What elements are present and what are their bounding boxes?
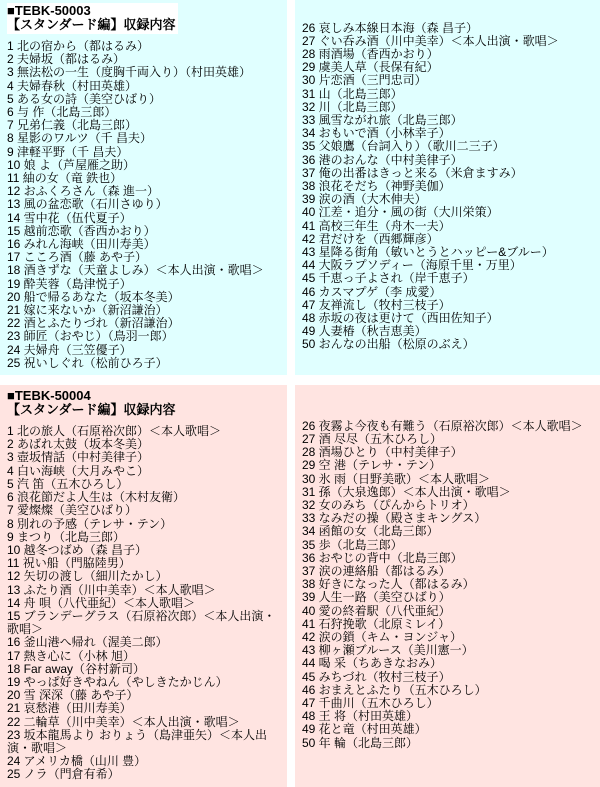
track-item: 15 ブランデーグラス（石原裕次郎）＜本人出演・歌唱＞: [7, 608, 276, 637]
catalog-number: ■TEBK-50004: [7, 388, 91, 404]
track-item: 21 嫁に来ないか（新沼謙治）: [7, 303, 168, 318]
track-item: 19 やっぱ好きやねん（やしきたかじん）: [7, 674, 228, 689]
track-item: 33 なみだの操（殿さまキングス）: [302, 511, 487, 526]
track-item: 46 おまえとふたり（五木ひろし）: [302, 682, 487, 697]
track-item: 37 涙の連絡船（都はるみ）: [302, 564, 451, 579]
track-item: 29 空 港（テレサ・テン）: [302, 458, 442, 473]
tebk-50004-right-column: [295, 385, 600, 786]
catalog-number: ■TEBK-50003: [7, 3, 91, 18]
track-item: 25 ノラ（門倉有希）: [7, 767, 120, 782]
track-item: 31 孫（大泉逸郎）＜本人出演・歌唱＞: [302, 484, 511, 499]
track-item: 8 別れの予感（テレサ・テン）: [7, 516, 173, 531]
track-item: 18 Far away（谷村新司）: [7, 661, 146, 676]
track-item: 47 千曲川（五木ひろし）: [302, 696, 439, 711]
section-title: 【スタンダード編】収録内容: [7, 17, 176, 32]
section-tebk-50004: [0, 385, 600, 786]
track-item: 21 哀愁港（田川寿美）: [7, 701, 132, 716]
track-item: 41 高校三年生（舟木一夫）: [302, 218, 451, 233]
track-item: 23 師匠（おやじ）（鳥羽一郎）: [7, 329, 174, 344]
tebk-50004-tracks-1-25: [7, 425, 285, 781]
track-item: 40 愛の終着駅（八代亜紀）: [302, 603, 451, 618]
track-item: 17 熱き心に（小林 旭）: [7, 648, 136, 663]
track-item: 48 王 将（村田英雄）: [302, 709, 419, 724]
track-item: 35 父娘鷹（台詞入り）（歌川二三子）: [302, 139, 505, 154]
track-item: 20 雪 深深（藤 あや子）: [7, 688, 139, 703]
track-item: 14 舟 唄（八代亜紀）＜本人歌唱＞: [7, 595, 196, 610]
track-item: 36 おやじの背中（北島三郎）: [302, 550, 463, 565]
track-item: 30 片恋酒（三門忠司）: [302, 73, 427, 88]
track-item: 42 涙の鎖（キム・ヨンジャ）: [302, 630, 463, 645]
tebk-50003-right-column: [295, 0, 600, 375]
track-item: 11 祝い船（門脇陸男）: [7, 556, 131, 571]
track-item: 39 涙の酒（大木伸夫）: [302, 192, 427, 207]
track-item: 29 虞美人草（長保有紀）: [302, 60, 439, 75]
track-item: 10 娘 よ（芦屋雁之助）: [7, 157, 136, 172]
track-item: 28 雨酒場（香西かおり）: [302, 46, 439, 61]
track-item: 27 ぐい呑み酒（川中美幸）＜本人出演・歌唱＞: [302, 33, 559, 48]
track-item: 1 北の宿から（都はるみ）: [7, 39, 150, 53]
track-item: 24 アメリカ橋（山川 豊）: [7, 754, 147, 769]
track-item: 5 汽 笛（五木ひろし）: [7, 476, 129, 491]
track-item: 30 氷 雨（日野美歌）＜本人歌唱＞: [302, 471, 491, 486]
track-item: 20 船で帰るあなた（坂本冬美）: [7, 289, 180, 304]
tebk-50003-header: [7, 3, 285, 34]
track-item: 49 人妻椿（秋吉恵美）: [302, 324, 427, 339]
track-item: 28 酒場ひとり（中村美律子）: [302, 445, 463, 460]
tebk-50004-tracks-26-50: [302, 420, 598, 750]
track-item: 12 矢切の渡し（細川たかし）: [7, 569, 168, 584]
track-item: 32 川（北島三郎）: [302, 99, 403, 114]
tebk-50004-header: [7, 388, 285, 419]
column-gutter: [287, 0, 295, 375]
track-item: 32 女のみち（ぴんからトリオ）: [302, 498, 475, 512]
track-item: 45 千恵っ子よされ（岸千恵子）: [302, 271, 475, 286]
tebk-50003-tracks-1-25: [7, 40, 285, 370]
track-item: 44 喝 采（ちあきなおみ）: [302, 656, 443, 671]
track-item: 39 人生一路（美空ひばり）: [302, 590, 451, 605]
track-item: 11 紬の女（竜 鉄也）: [7, 171, 123, 186]
track-item: 2 夫婦坂（都はるみ）: [7, 52, 126, 67]
track-item: 7 兄弟仁義（北島三郎）: [7, 118, 138, 133]
track-item: 50 おんなの出船（松原のぶえ）: [302, 337, 475, 352]
track-item: 43 柳ヶ瀬ブルース（美川憲一）: [302, 643, 474, 658]
track-item: 49 花と竜（村田英雄）: [302, 722, 427, 737]
track-item: 47 友禅流し（牧村三枝子）: [302, 297, 451, 312]
track-item: 16 釜山港へ帰れ（渥美二郎）: [7, 635, 168, 650]
track-item: 26 夜霧よ今夜も有難う（石原裕次郎）＜本人歌唱＞: [302, 418, 583, 433]
track-item: 46 カスマプゲ（李 成愛）: [302, 284, 442, 299]
track-item: 31 山（北島三郎）: [302, 86, 403, 101]
section-title: 【スタンダード編】収録内容: [7, 402, 176, 418]
tebk-50003-left-column: [0, 0, 287, 375]
track-item: 50 年 輪（北島三郎）: [302, 735, 419, 750]
track-item: 43 星降る街角（敏いとうとハッピー&ブルー）: [302, 244, 554, 259]
track-item: 22 酒とふたりづれ（新沼謙治）: [7, 316, 180, 331]
track-item: 24 夫婦舟（三笠優子）: [7, 342, 132, 357]
track-item: 18 酒きずな（天童よしみ）＜本人出演・歌唱＞: [7, 263, 264, 278]
track-item: 3 壺坂情話（中村美律子）: [7, 450, 150, 465]
track-item: 14 雪中花（伍代夏子）: [7, 210, 132, 225]
track-item: 27 酒 尽尽（五木ひろし）: [302, 431, 443, 446]
track-item: 4 白い海峡（大月みやこ）: [7, 463, 150, 478]
track-item: 16 みれん海峡（田川寿美）: [7, 237, 156, 252]
track-item: 34 おもいで酒（小林幸子）: [302, 126, 451, 141]
track-item: 48 赤坂の夜は更けて（西田佐知子）: [302, 310, 499, 325]
tebk-50003-tracks-26-50: [302, 22, 598, 352]
track-item: 7 愛燦燦（美空ひばり）: [7, 503, 138, 518]
track-item: 38 浪花そだち（神野美伽）: [302, 178, 451, 193]
track-item: 1 北の旅人（石原裕次郎）＜本人歌唱＞: [7, 424, 222, 439]
track-item: 10 越冬つばめ（森 昌子）: [7, 542, 148, 557]
track-item: 6 浪花節だよ人生は（木村友衛）: [7, 490, 186, 505]
track-item: 38 好きになった人（都はるみ）: [302, 577, 475, 592]
track-item: 40 江差・追分・風の街（大川栄策）: [302, 205, 499, 220]
track-item: 36 港のおんな（中村美律子）: [302, 152, 463, 167]
track-item: 41 石狩挽歌（北原ミレイ）: [302, 616, 451, 631]
track-item: 5 ある女の詩（美空ひばり）: [7, 91, 162, 106]
track-item: 15 越前恋歌（香西かおり）: [7, 223, 156, 238]
column-gutter: [287, 385, 295, 786]
track-item: 42 君だけを（西郷輝彦）: [302, 231, 439, 246]
track-item: 13 ふたり酒（川中美幸）＜本人歌唱＞: [7, 582, 216, 597]
track-item: 44 大阪ラプソディー（海原千里・万里）: [302, 258, 522, 273]
track-item: 33 風雪ながれ旅（北島三郎）: [302, 112, 463, 127]
track-item: 37 俺の出番はきっと来る（米倉ますみ）: [302, 165, 523, 180]
track-item: 9 津軽平野（千 昌夫）: [7, 144, 129, 159]
track-item: 45 みちづれ（牧村三枝子）: [302, 669, 451, 684]
track-item: 6 与 作（北島三郎）: [7, 105, 117, 120]
track-item: 26 哀しみ本線日本海（森 昌子）: [302, 20, 479, 35]
track-item: 9 まつり（北島三郎）: [7, 529, 126, 544]
track-item: 23 坂本龍馬より おりょう（島津亜矢）＜本人出演・歌唱＞: [7, 727, 268, 755]
track-item: 17 こころ酒（藤 あや子）: [7, 250, 148, 265]
tebk-50003-header-box: [7, 3, 178, 34]
track-item: 12 おふくろさん（森 進一）: [7, 184, 160, 199]
tebk-50004-header-box: [7, 388, 178, 419]
track-item: 22 二輪草（川中美幸）＜本人出演・歌唱＞: [7, 714, 240, 729]
track-item: 35 歩（北島三郎）: [302, 537, 403, 552]
track-item: 13 風の盆恋歌（石川さゆり）: [7, 197, 168, 212]
track-item: 3 無法松の一生（度胸千両入り）（村田英雄）: [7, 65, 252, 80]
track-item: 25 祝いしぐれ（松前ひろ子）: [7, 355, 168, 370]
tebk-50004-left-column: [0, 385, 287, 786]
track-item: 34 函館の女（北島三郎）: [302, 524, 439, 539]
section-tebk-50003: [0, 0, 600, 375]
track-item: 8 星影のワルツ（千 昌夫）: [7, 131, 152, 146]
track-item: 19 酔芙蓉（島津悦子）: [7, 276, 132, 291]
track-item: 4 夫婦春秋（村田英雄）: [7, 78, 138, 93]
track-item: 2 あばれ太鼓（坂本冬美）: [7, 437, 150, 452]
